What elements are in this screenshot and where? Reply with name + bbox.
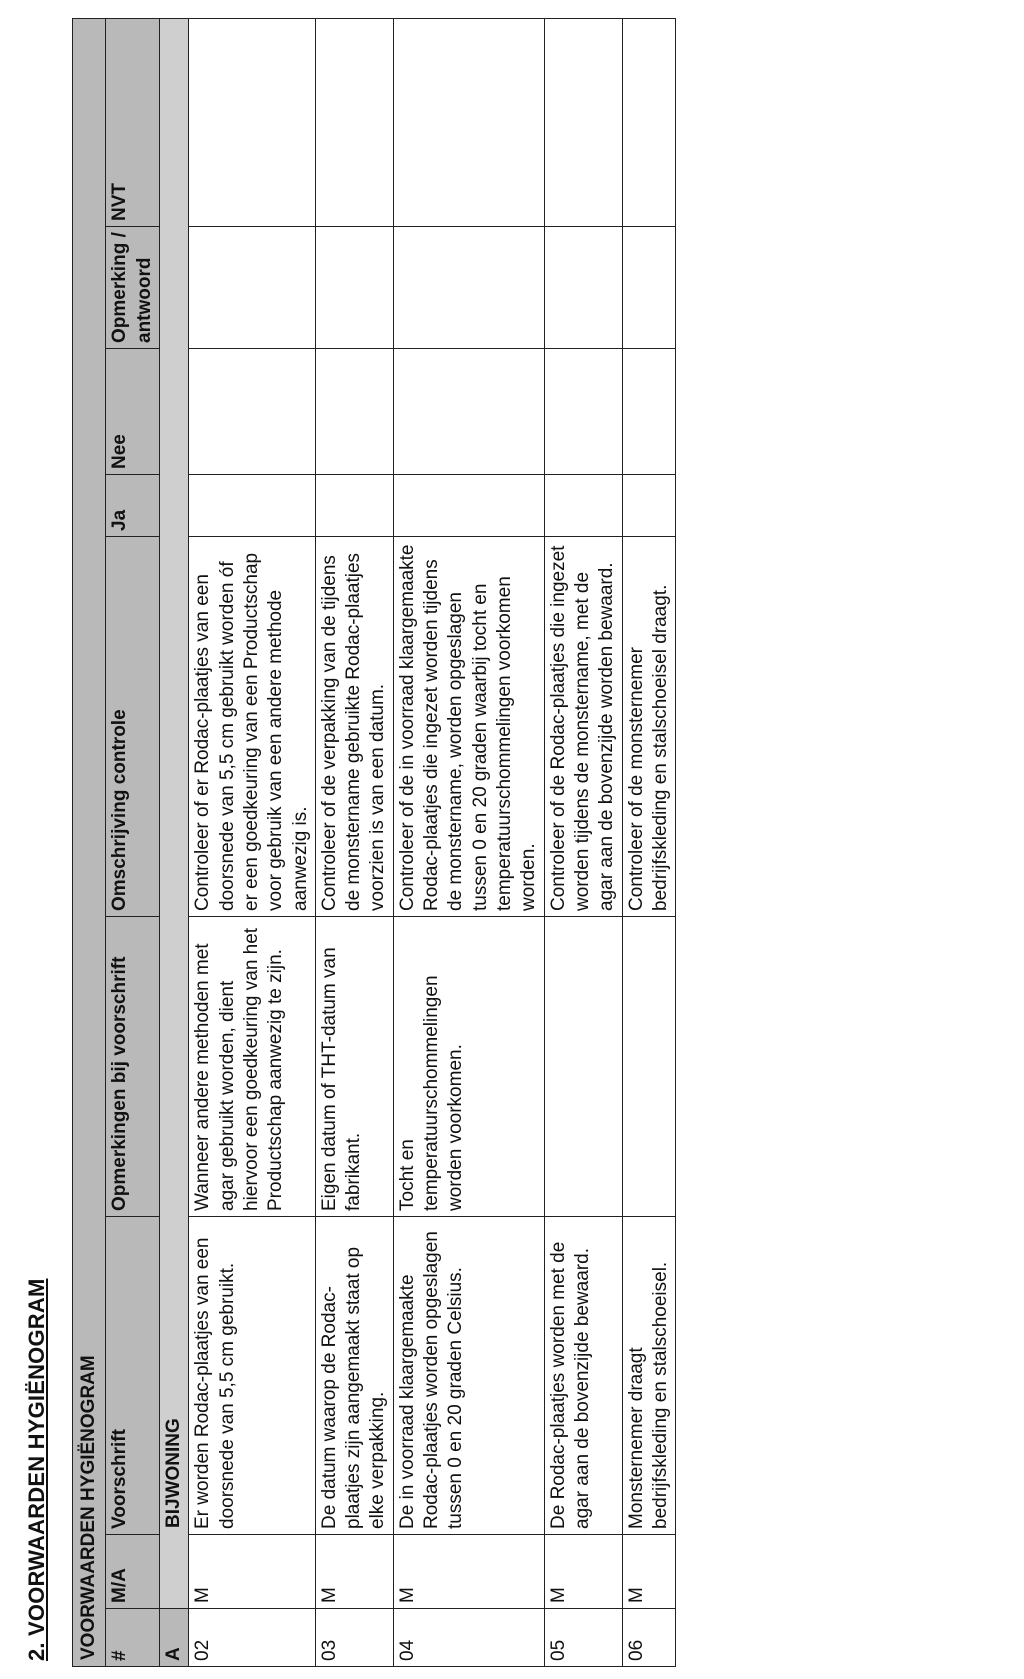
row-nvt-cell[interactable] [622,18,676,226]
table-row [393,18,544,1666]
row-ja-cell[interactable] [393,475,544,537]
header-ja: Ja [106,475,160,537]
row-opmerking-antwoord-cell[interactable] [393,227,544,349]
row-nee-cell[interactable] [189,349,316,475]
row-nvt-cell[interactable] [544,18,622,226]
subsection-code: A [159,1609,188,1667]
row-ma: M [315,1535,393,1609]
row-num: 05 [544,1609,622,1667]
row-opmerking-antwoord-cell[interactable] [622,227,676,349]
row-nee-cell[interactable] [544,349,622,475]
row-num: 06 [622,1609,676,1667]
row-nvt-cell[interactable] [189,18,316,226]
row-opmerkingen: Eigen datum of THT-datum van fabrikant. [315,917,393,1217]
header-ma: M/A [106,1535,160,1609]
row-opmerkingen: Wanneer andere methoden met agar gebruikt worden, dient hiervoor een goedkeuring van het Productschap aanwezig te zijn. [189,917,316,1217]
row-num: 03 [315,1609,393,1667]
row-voorschrift: Monsternemer draagt bedrijfskleding en stalschoeisel. [622,1217,676,1535]
row-opmerkingen [622,917,676,1217]
subsection-label: BIJWONING [159,18,188,1608]
document-title: 2. VOORWAARDEN HYGIËNOGRAM [24,1278,49,1661]
row-omschrijving: Controleer of de monsternemer bedrijfskleding en stalschoeisel draagt. [622,537,676,917]
row-ma: M [189,1535,316,1609]
row-opmerking-antwoord-cell[interactable] [315,227,393,349]
table-row [315,18,393,1666]
hygienogram-table [72,18,676,1667]
row-ma: M [393,1535,544,1609]
row-opmerkingen [544,917,622,1217]
header-opmerkingen: Opmerkingen bij voorschrift [106,917,160,1217]
row-omschrijving: Controleer of de in voorraad klaargemaakte Rodac-plaatjes die ingezet worden tijdens de monstername, worden opgeslagen tussen 0 en 20 graden waarbij tocht en temperatuurschommelingen voorkomen worden. [393,537,544,917]
row-omschrijving: Controleer of de verpakking van de tijdens de monstername gebruikte Rodac-plaatjes voorzien is van een datum. [315,537,393,917]
row-voorschrift: Er worden Rodac-plaatjes van een doorsnede van 5,5 cm gebruikt. [189,1217,316,1535]
header-voorschrift: Voorschrift [106,1217,160,1535]
row-voorschrift: De datum waarop de Rodac-plaatjes zijn aangemaakt staat op elke verpakking. [315,1217,393,1535]
section-title: VOORWAARDEN HYGIËNOGRAM [73,18,106,1666]
row-ja-cell[interactable] [544,475,622,537]
row-nee-cell[interactable] [393,349,544,475]
header-nvt: NVT [106,18,160,226]
table-row [189,18,316,1666]
row-ja-cell[interactable] [622,475,676,537]
row-num: 04 [393,1609,544,1667]
row-ma: M [622,1535,676,1609]
row-opmerkingen: Tocht en temperatuurschommelingen worden voorkomen. [393,917,544,1217]
header-num: # [106,1609,160,1667]
row-opmerking-antwoord-cell[interactable] [189,227,316,349]
row-nvt-cell[interactable] [393,18,544,226]
row-omschrijving: Controleer of de Rodac-plaatjes die ingezet worden tijdens de monstername, met de agar aan de bovenzijde worden bewaard. [544,537,622,917]
row-ja-cell[interactable] [189,475,316,537]
header-opmerking-antwoord: Opmerking / antwoord [106,227,160,349]
row-ja-cell[interactable] [315,475,393,537]
table-row [544,18,622,1666]
row-ma: M [544,1535,622,1609]
row-nee-cell[interactable] [622,349,676,475]
row-voorschrift: De in voorraad klaargemaakte Rodac-plaatjes worden opgeslagen tussen 0 en 20 graden Celsius. [393,1217,544,1535]
row-nvt-cell[interactable] [315,18,393,226]
table-row [622,18,676,1666]
row-omschrijving: Controleer of er Rodac-plaatjes van een doorsnede van 5,5 cm gebruikt worden óf er een goedkeuring van een Productschap voor gebruik van een andere methode aanwezig is. [189,537,316,917]
row-num: 02 [189,1609,316,1667]
header-omschrijving: Omschrijving controle [106,537,160,917]
row-nee-cell[interactable] [315,349,393,475]
row-voorschrift: De Rodac-plaatjes worden met de agar aan de bovenzijde bewaard. [544,1217,622,1535]
row-opmerking-antwoord-cell[interactable] [544,227,622,349]
header-nee: Nee [106,349,160,475]
